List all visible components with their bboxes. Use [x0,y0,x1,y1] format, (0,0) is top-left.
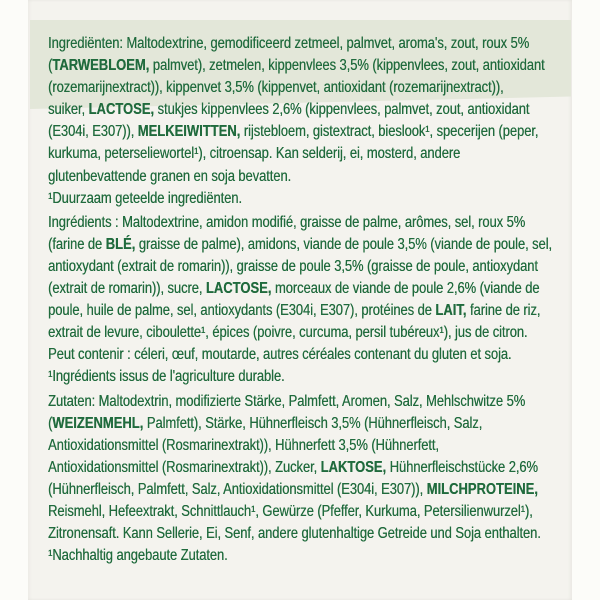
text-segment: graisse de palme), amidons, viande de poule 3,5% (viande de poule, sel, [135,235,552,253]
text-segment: Zitronensaft. Kann Sellerie, Ei, Senf, andere glutenhaltige Getreide und Soja enthalten. [48,525,541,543]
text-line [48,166,592,188]
text-segment: (rozemarijnextract)), kippenvet 3,5% (kippenvet, antioxidant (rozemarijnextract)), [48,79,504,97]
text-line [48,479,592,501]
allergen-text: MELKEIWITTEN, [137,123,241,141]
text-line [48,344,592,366]
text-segment: Palmfett), Stärke, Hühnerfleisch 3,5% (Hühnerfleisch, Salz, [143,414,483,432]
text-line [48,143,592,165]
text-line [48,234,592,256]
text-segment: ¹Ingrédients issus de l'agriculture durable. [48,368,285,386]
text-line [48,391,592,413]
text-line [48,55,592,77]
text-line [48,300,592,322]
text-segment: stukjes kippenvlees 2,6% (kippenvlees, palmvet, zout, antioxidant [154,101,530,119]
text-line [48,413,592,435]
text-segment: (extrait de romarin)), sucre, [48,280,206,298]
text-line [48,212,592,234]
text-line [48,366,592,388]
allergen-text: TARWEBLOEM, [52,57,150,75]
ingredients-block-fr [48,212,592,389]
allergen-text: WEIZENMEHL, [52,414,144,432]
text-line [48,545,592,567]
text-segment: antioxydant (extrait de romarin)), graisse de poule 3,5% (graisse de poule, antioxydant [48,257,538,275]
ingredients-text-block [48,33,592,567]
text-line [48,278,592,300]
allergen-text: LACTOSE, [88,101,155,119]
text-line [48,457,592,479]
allergen-text: BLÉ, [105,235,136,253]
text-segment: farine de riz, [466,302,541,320]
allergen-text: LAIT, [435,302,467,320]
text-segment: Reismehl, Hefeextrakt, Schnittlauch¹, Gewürze (Pfeffer, Kurkuma, Petersilienwurzel¹), [48,502,533,520]
ingredients-block-de [48,391,592,568]
text-segment: morceaux de viande de poule 2,6% (viande de [271,280,540,298]
text-line [48,322,592,344]
text-segment: poule, huile de palme, sel, antioxydants (E304i, E307), protéines de [48,302,436,320]
text-segment: (farine de [48,235,106,253]
text-line [48,435,592,457]
text-line [48,121,592,143]
allergen-text: LAKTOSE, [320,458,387,476]
text-segment: Antioxidationsmittel (Rosmarinextrakt)), Zucker, [48,458,321,476]
text-segment: Ingrediënten: Maltodextrine, gemodificeerd zetmeel, palmvet, aroma's, zout, roux 5% [48,35,530,52]
text-segment: Peut contenir : céleri, œuf, moutarde, autres céréales contenant du gluten et soja. [48,346,512,364]
text-segment: (Hühnerfleisch, Palmfett, Salz, Antioxidationsmittel (E304i, E307)), [48,480,427,498]
text-segment: suiker, [48,101,89,119]
text-line [48,33,592,55]
text-segment: ( [48,57,53,75]
text-line [48,77,592,99]
ingredients-block-nl [48,33,592,210]
text-segment: ¹Duurzaam geteelde ingrediënten. [48,189,242,207]
text-segment: (E304i, E307)), [48,123,138,141]
text-line [48,523,592,545]
text-segment: ¹Nachhaltig angebaute Zutaten. [48,547,228,565]
text-line [48,188,592,210]
text-segment: ( [48,414,53,432]
text-line [48,501,592,523]
text-segment: extrait de levure, ciboulette¹, épices (poivre, curcuma, persil tubéreux¹), jus de citron. [48,324,528,342]
text-line [48,99,592,121]
text-segment: palmvet), zetmelen, kippenvlees 3,5% (kippenvlees, zout, antioxidant [149,57,545,75]
text-segment: Zutaten: Maltodextrin, modifizierte Stärke, Palmfett, Aromen, Salz, Mehlschwitze 5% [48,392,526,410]
text-segment: kurkuma, peterseliewortel¹), citroensap. Kan selderij, ei, mosterd, andere [48,145,461,163]
text-segment: rijstebloem, gistextract, bieslook¹, specerijen (peper, [240,123,539,141]
allergen-text: LACTOSE, [205,280,272,298]
text-line [48,256,592,278]
text-segment: Ingrédients : Maltodextrine, amidon modifié, graisse de palme, arômes, sel, roux 5% [48,213,526,231]
text-segment: glutenbevattende granen en soja bevatten. [48,167,292,185]
text-segment: Hühnerfleischstücke 2,6% [386,458,538,476]
text-segment: Antioxidationsmittel (Rosmarinextrakt)), Hühnerfett 3,5% (Hühnerfett, [48,436,439,454]
allergen-text: MILCHPROTEINE, [426,480,538,498]
